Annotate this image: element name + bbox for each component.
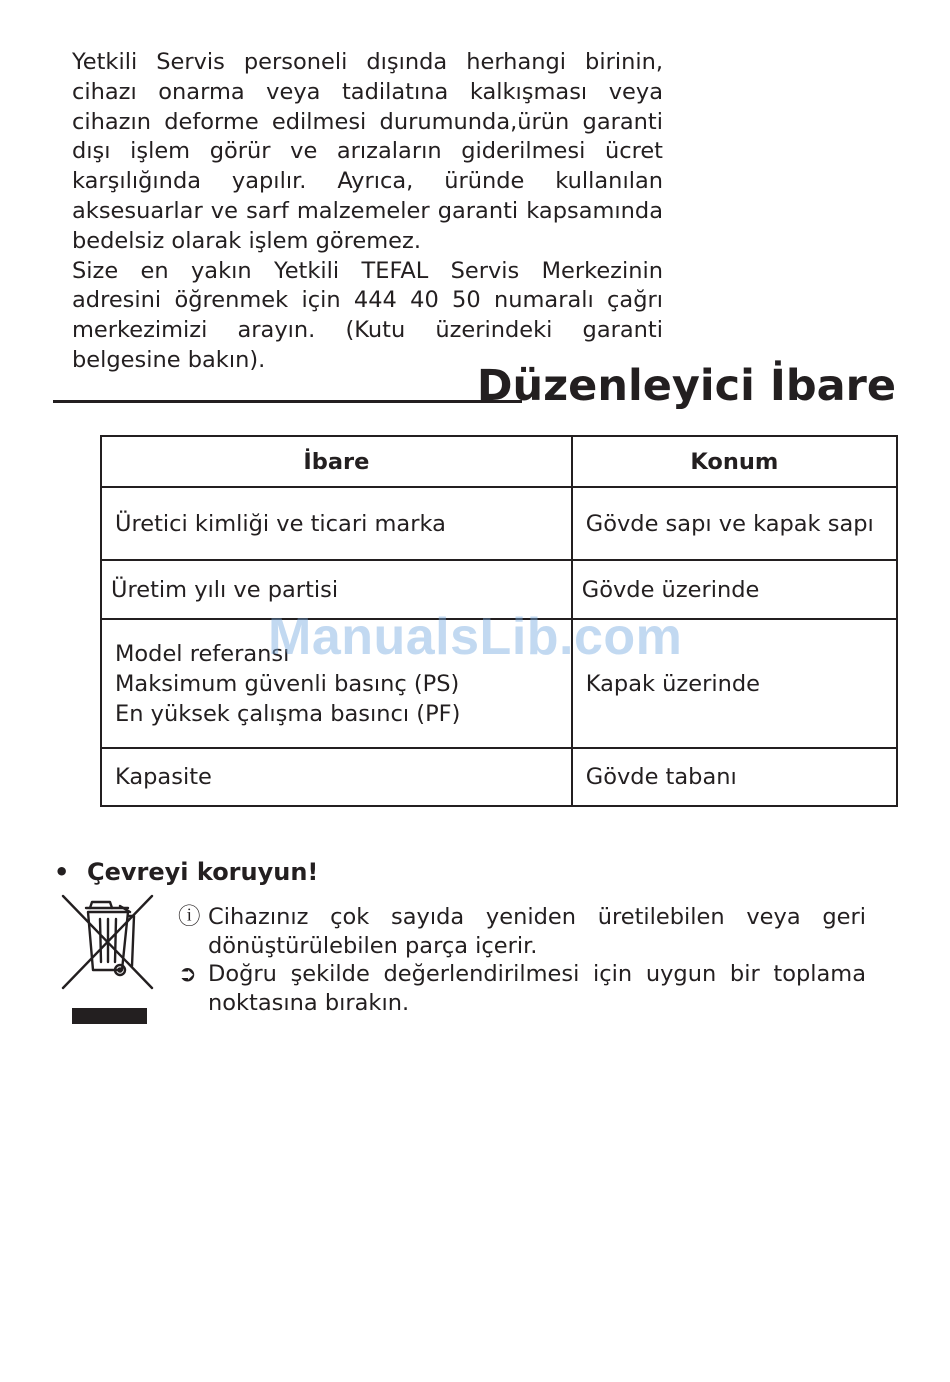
section-title: Düzenleyici İbare bbox=[476, 361, 896, 411]
intro-text bbox=[72, 48, 663, 376]
environment-item-text: Cihazınız çok sayıda yeniden üretilebilen veya geri dönüştürülebilen parça içerir. bbox=[208, 904, 866, 959]
header-konum: Konum bbox=[572, 436, 897, 487]
info-icon: ⓘ bbox=[178, 904, 201, 930]
environment-heading bbox=[54, 856, 318, 888]
ibare-line: Model referansı bbox=[115, 640, 290, 667]
watermark: ManualsLib.com bbox=[268, 608, 683, 666]
cell-konum: Kapak üzerinde bbox=[572, 619, 897, 748]
environment-text bbox=[178, 903, 866, 1017]
table-header-row bbox=[101, 436, 897, 487]
cell-konum: Gövde sapı ve kapak sapı bbox=[572, 487, 897, 560]
environment-heading-text: Çevreyi koruyun! bbox=[87, 858, 319, 886]
list-item bbox=[178, 903, 866, 960]
list-item bbox=[178, 960, 866, 1017]
cell-ibare bbox=[101, 748, 572, 806]
intro-paragraph-service: Size en yakın Yetkili TEFAL Servis Merkezinin adresini öğrenmek için 444 40 50 numaralı çağrı merkezimizi arayın. (Kutu üzerindeki garanti belgesine bakın). bbox=[72, 257, 663, 373]
arrow-right-icon: ➲ bbox=[178, 961, 197, 987]
cell-konum: Gövde üzerinde bbox=[572, 560, 897, 619]
cell-konum: Gövde tabanı bbox=[572, 748, 897, 806]
ibare-line: Maksimum güvenli basınç (PS) bbox=[115, 670, 460, 697]
bullet: • bbox=[54, 858, 70, 886]
section-rule bbox=[53, 400, 522, 403]
header-ibare: İbare bbox=[101, 436, 572, 487]
cell-ibare bbox=[101, 487, 572, 560]
ibare-line: En yüksek çalışma basıncı (PF) bbox=[115, 700, 461, 727]
table-row bbox=[101, 487, 897, 560]
intro-paragraph-warranty: Yetkili Servis personeli dışında herhangi birinin, cihazı onarma veya tadilatına kalkışması veya cihazın deforme edilmesi durumunda,ürün garanti dışı işlem görür ve arızaların giderilmesi ücret karşılığında yapılır. Ayrıca, üründe kullanılan aksesuarlar ve sarf malzemeler garanti kapsamında bedelsiz olarak işlem göremez. bbox=[72, 49, 663, 254]
ibare-line: Üretici kimliği ve ticari marka bbox=[115, 510, 446, 537]
crossed-out-wheelie-bin-icon bbox=[60, 892, 156, 1027]
ibare-line: Üretim yılı ve partisi bbox=[111, 576, 339, 603]
environment-item-text: Doğru şekilde değerlendirilmesi için uygun bir toplama noktasına bırakın. bbox=[208, 961, 866, 1016]
ibare-line: Kapasite bbox=[115, 764, 212, 790]
table-row bbox=[101, 748, 897, 806]
